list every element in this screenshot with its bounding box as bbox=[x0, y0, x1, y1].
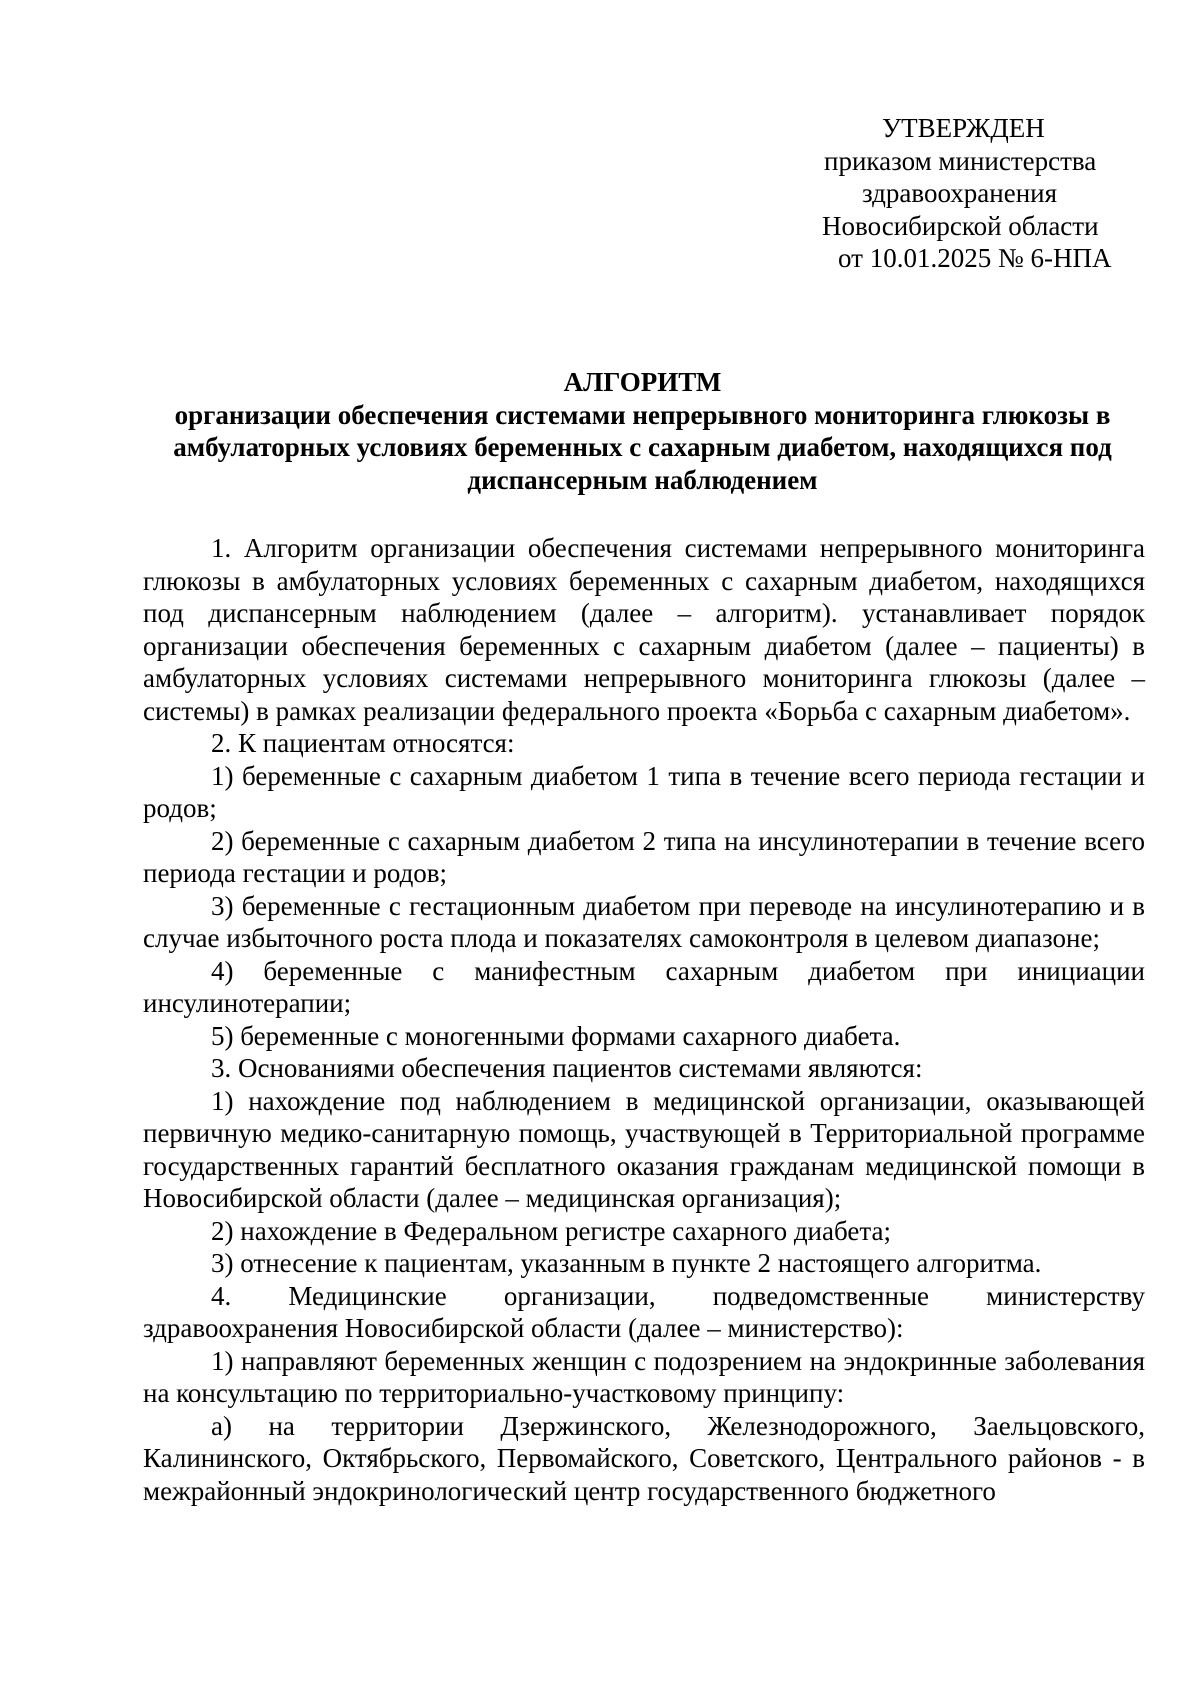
approval-date-number: от 10.01.2025 № 6-НПА bbox=[838, 243, 1112, 273]
paragraph-3: 3. Основаниями обеспечения пациентов системами являются: bbox=[211, 1053, 923, 1083]
paragraph-4-item-1-a: а) на территории Дзержинского, Железнодорожного, Заельцовского, Калининского, Октябрьского, Первомайского, Советского, Центрального районов - в межрайонный эндокринологический центр государственного бюджетного bbox=[143, 1410, 1145, 1506]
paragraph-2-item-3: 3) беременные с гестационным диабетом при переводе на инсулинотерапию и в случае избыточного роста плода и показателях самоконтроля в целевом диапазоне; bbox=[143, 890, 1145, 953]
approval-region-line: Новосибирской области bbox=[822, 210, 1099, 241]
approval-order-line: приказом министерства bbox=[824, 145, 1097, 176]
title-heading: АЛГОРИТМ bbox=[563, 367, 722, 397]
paragraph-3-item-1: 1) нахождение под наблюдением в медицинской организации, оказывающей первичную медико-санитарную помощь, участвующей в Территориальной программе государственных гарантий бесплатного оказания гражданам медицинской помощи в Новосибирской области (далее – медицинская организация); bbox=[143, 1085, 1145, 1213]
document-body bbox=[143, 532, 1145, 1507]
title-subtitle-line-3: диспансерным наблюдением bbox=[467, 464, 818, 495]
paragraph-3-item-3: 3) отнесение к пациентам, указанным в пункте 2 настоящего алгоритма. bbox=[211, 1248, 1042, 1278]
approval-stamp bbox=[790, 112, 1150, 275]
title-subtitle-line-1: организации обеспечения системами непрерывного мониторинга глюкозы в bbox=[174, 399, 1111, 430]
paragraph-1: 1. Алгоритм организации обеспечения системами непрерывного мониторинга глюкозы в амбулаторных условиях беременных с сахарным диабетом, находящихся под диспансерным наблюдением (далее – алгоритм). устанавливает порядок организации обеспечения беременных с сахарным диабетом (далее – пациенты) в амбулаторных условиях системами непрерывного мониторинга глюкозы (далее – системы) в рамках реализации федерального проекта «Борьба с сахарным диабетом». bbox=[143, 533, 1145, 726]
paragraph-2: 2. К пациентам относятся: bbox=[211, 728, 515, 758]
paragraph-2-item-1: 1) беременные с сахарным диабетом 1 типа в течение всего периода гестации и родов; bbox=[143, 760, 1145, 823]
document-title bbox=[140, 366, 1145, 496]
paragraph-2-item-5: 5) беременные с моногенными формами сахарного диабета. bbox=[211, 1020, 901, 1051]
paragraph-3-item-2: 2) нахождение в Федеральном регистре сахарного диабета; bbox=[211, 1215, 891, 1246]
title-subtitle-line-2: амбулаторных условиях беременных с сахарным диабетом, находящихся под bbox=[173, 432, 1112, 462]
paragraph-4: 4. Медицинские организации, подведомственные министерству здравоохранения Новосибирской области (далее – министерство): bbox=[143, 1280, 1145, 1343]
paragraph-2-item-2: 2) беременные с сахарным диабетом 2 типа на инсулинотерапии в течение всего периода гестации и родов; bbox=[143, 825, 1145, 888]
paragraph-4-item-1: 1) направляют беременных женщин с подозрением на эндокринные заболевания на консультацию по территориально-участковому принципу: bbox=[143, 1345, 1145, 1408]
paragraph-2-item-4: 4) беременные с манифестным сахарным диабетом при инициации инсулинотерапии; bbox=[143, 955, 1145, 1018]
approval-heading: УТВЕРЖДЕН bbox=[882, 113, 1045, 143]
approval-ministry-line: здравоохранения bbox=[862, 178, 1058, 208]
